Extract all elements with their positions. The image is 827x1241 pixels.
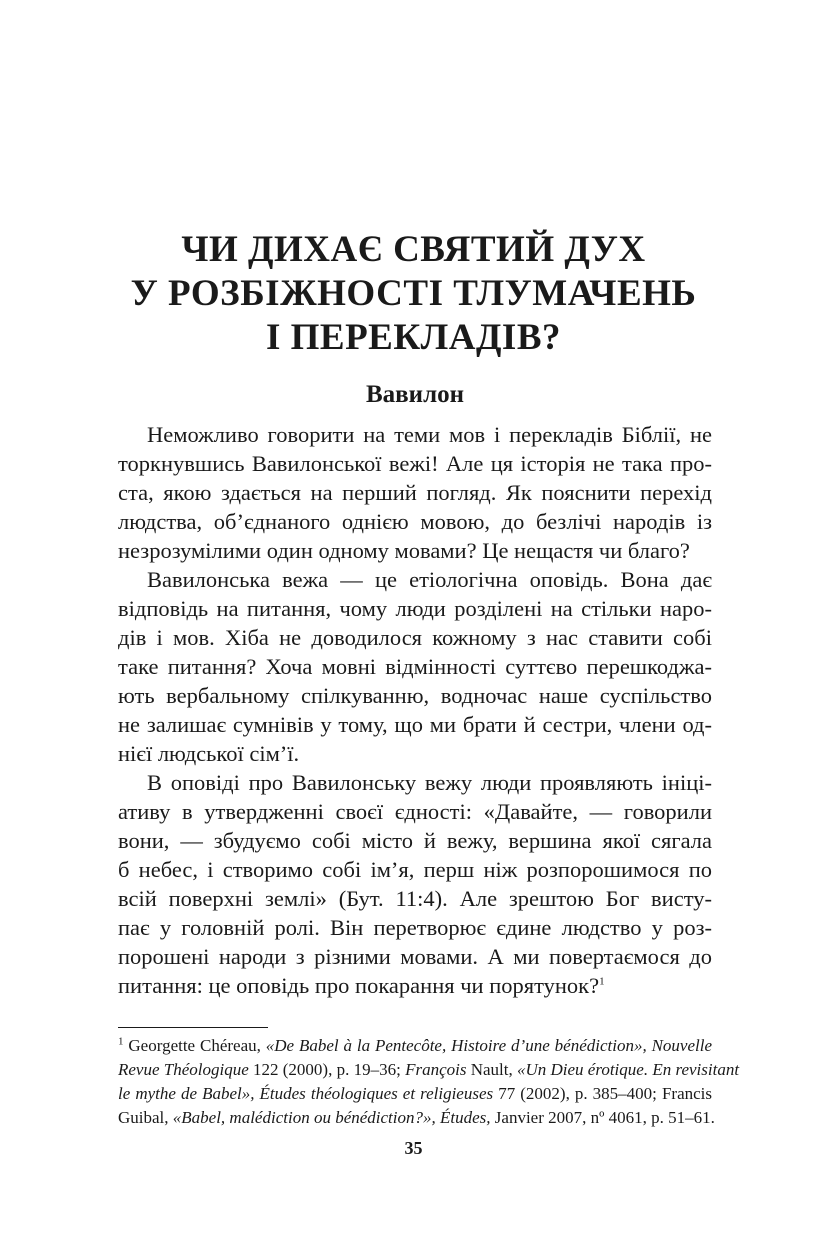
body-line: порошені народи з різними мовами. А ми повертаємося до bbox=[118, 944, 712, 969]
footnote-author: François bbox=[405, 1060, 467, 1079]
body-line: відповідь на питання, чому люди розділені на стільки наро- bbox=[118, 596, 712, 621]
footnote-author: Nault, bbox=[466, 1060, 517, 1079]
body-line: людства, об’єднаного однією мовою, до безлічі народів із bbox=[118, 509, 712, 534]
footnote-title: «Babel, malédiction ou bénédiction?», Études, bbox=[172, 1108, 491, 1127]
footnote-ref: 77 (2002), p. 385–400; Francis bbox=[493, 1084, 713, 1103]
footnote-line bbox=[118, 1034, 712, 1058]
body-line: Неможливо говорити на теми мов і перекладів Біблії, не bbox=[147, 422, 712, 447]
body-line: таке питання? Хоча мовні відмінності суттєво перешкоджа- bbox=[118, 654, 712, 679]
body-line-last bbox=[118, 971, 712, 1000]
body-line: пає у головній ролі. Він перетворює єдине людство у роз- bbox=[118, 915, 712, 940]
body-line: нієї людської сім’ї. bbox=[118, 741, 300, 766]
footnote-divider bbox=[118, 1027, 268, 1028]
body-line: торкнувшись Вавилонської вежі! Але ця історія не така про- bbox=[118, 451, 712, 476]
body-line-text: питання: це оповідь про покарання чи порятунок? bbox=[118, 973, 600, 998]
section-heading: Вавилон bbox=[365, 381, 464, 408]
chapter-title bbox=[100, 228, 727, 360]
body-line: всій поверхні землі» (Бут. 11:4). Але зрештою Бог висту- bbox=[118, 886, 712, 911]
footnote-author: Guibal, bbox=[118, 1108, 173, 1127]
footnote-line bbox=[118, 1082, 712, 1106]
body-line: ста, якою здається на перший погляд. Як пояснити перехід bbox=[118, 480, 712, 505]
footnote-number: 1 bbox=[118, 1035, 124, 1048]
body-line: ативу в утвердженні своєї єдності: «Давайте, — говорили bbox=[118, 799, 712, 824]
body-line: вони, — збудуємо собі місто й вежу, вершина якої сягала bbox=[118, 828, 712, 853]
chapter-title-line-2: У РОЗБІЖНОСТІ ТЛУМАЧЕНЬ bbox=[130, 273, 697, 314]
body-line: ють вербальному спілкуванню, водночас наше суспільство bbox=[118, 683, 712, 708]
body-line: дів і мов. Хіба не доводилося кожному з нас ставити собі bbox=[118, 625, 712, 650]
chapter-title-line-3: І ПЕРЕКЛАДІВ? bbox=[265, 317, 562, 358]
footnote-title: «De Babel à la Pentecôte, Histoire d’une bénédiction», Nouvelle bbox=[265, 1036, 712, 1055]
body-line: Вавилонська вежа — це етіологічна оповідь. Вона дає bbox=[147, 567, 712, 592]
footnote-journal: Revue Théologique bbox=[118, 1060, 249, 1079]
footnote-reference[interactable]: 1 bbox=[599, 975, 605, 988]
footnote-ref: 122 (2000), p. 19–36; bbox=[248, 1060, 406, 1079]
body-line: не залишає сумнівів у тому, що ми брати й сестри, члени од- bbox=[118, 712, 712, 737]
body-line: б небес, і створимо собі ім’я, перш ніж розпорошимося по bbox=[118, 857, 712, 882]
footnote-line bbox=[118, 1106, 715, 1130]
footnote-ref: Janvier 2007, nº 4061, p. 51–61. bbox=[490, 1108, 715, 1127]
chapter-title-line-1: ЧИ ДИХАЄ СВЯТИЙ ДУХ bbox=[181, 229, 646, 270]
footnote-title: le mythe de Babel», Études théologiques et religieuses bbox=[118, 1084, 494, 1103]
page-number: 35 bbox=[404, 1138, 423, 1158]
body-text bbox=[118, 420, 712, 1000]
footnote-line bbox=[118, 1058, 740, 1082]
body-line: незрозумілими один одному мовами? Це нещастя чи благо? bbox=[118, 538, 690, 563]
footnote-title: «Un Dieu érotique. En revisitant bbox=[516, 1060, 740, 1079]
footnote-author: Georgette Chéreau, bbox=[128, 1036, 266, 1055]
footnote bbox=[118, 1034, 740, 1130]
body-line: В оповіді про Вавилонську вежу люди проявляють ініці- bbox=[147, 770, 712, 795]
